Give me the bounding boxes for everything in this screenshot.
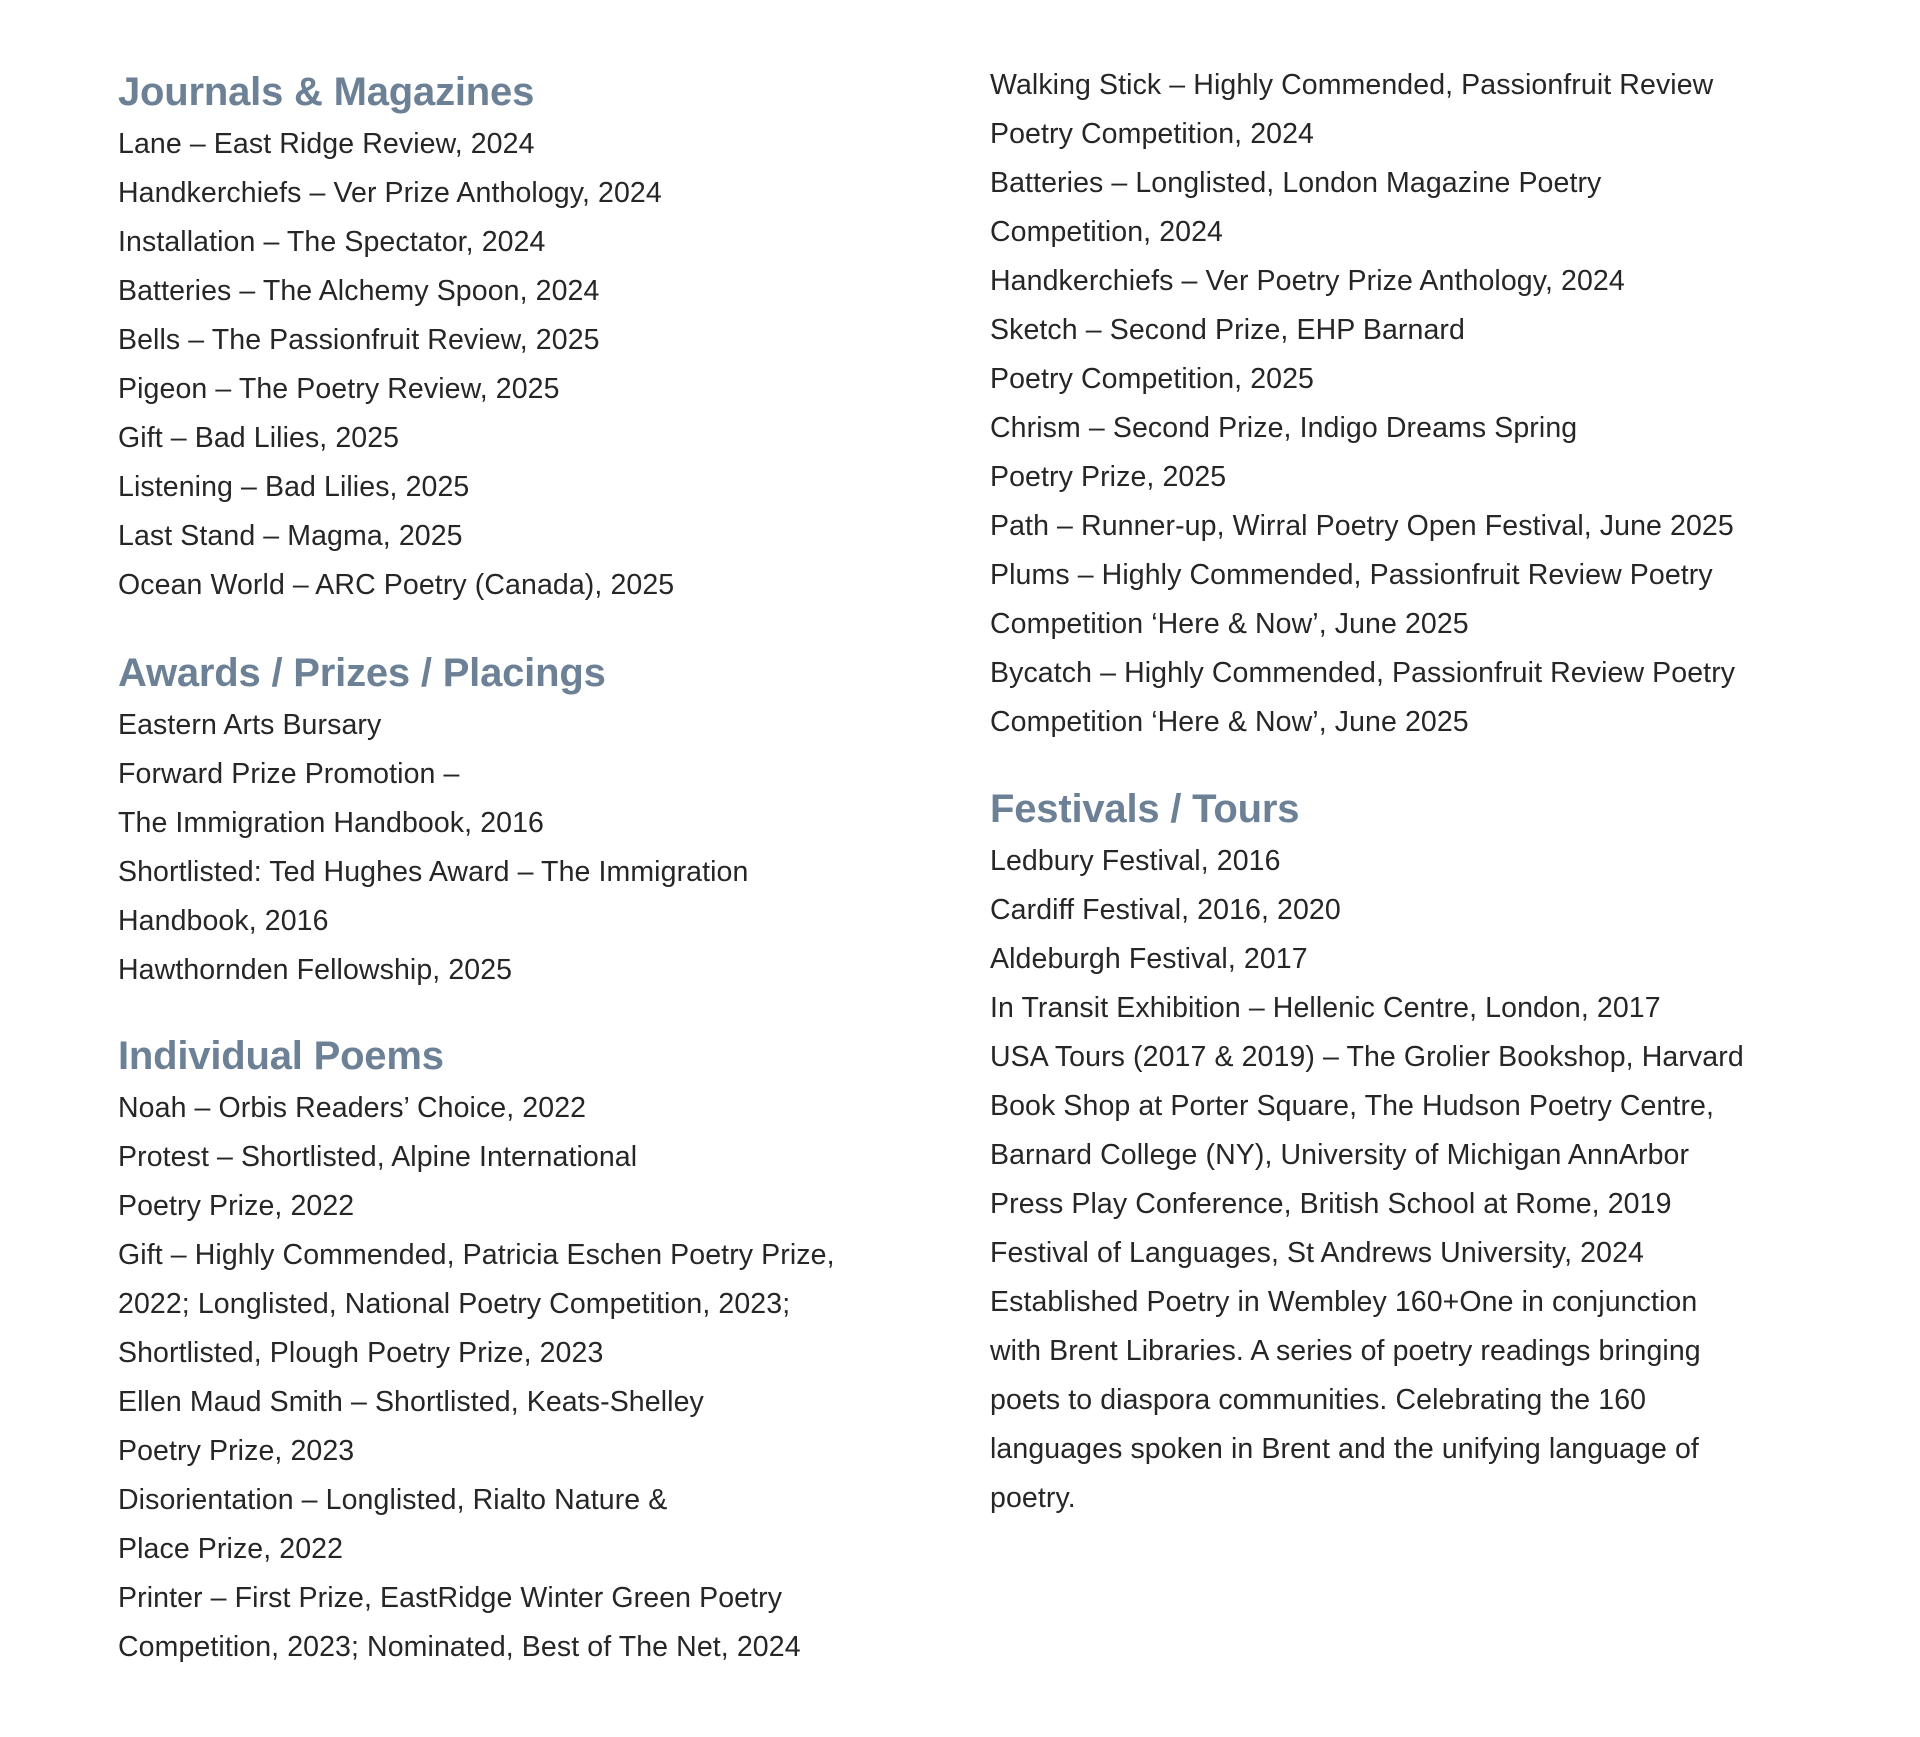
poem-item: Competition, 2024 [990,216,1224,248]
poem-item: Batteries – Longlisted, London Magazine Poetry [990,167,1602,199]
journals-heading: Journals & Magazines [118,70,535,114]
awards-list [118,701,918,995]
poem-item: Sketch – Second Prize, EHP Barnard [990,314,1465,346]
right-column [990,0,1870,1523]
festivals-item: Festival of Languages, St Andrews University, 2024 [990,1237,1644,1269]
festivals-list [990,837,1870,1523]
festivals-item: In Transit Exhibition – Hellenic Centre, London, 2017 [990,992,1661,1024]
journals-item: Listening – Bad Lilies, 2025 [118,471,470,503]
poem-item: Handkerchiefs – Ver Poetry Prize Anthology, 2024 [990,265,1625,297]
awards-item: Shortlisted: Ted Hughes Award – The Immigration [118,856,749,888]
individual-poems-section [118,1028,918,1672]
poem-item: Chrism – Second Prize, Indigo Dreams Spring [990,412,1578,444]
awards-item: The Immigration Handbook, 2016 [118,807,544,839]
awards-item: Handbook, 2016 [118,905,329,937]
poem-item: Poetry Competition, 2025 [990,363,1314,395]
festivals-item: poets to diaspora communities. Celebrating the 160 [990,1384,1647,1416]
festivals-item: poetry. [990,1482,1076,1514]
journals-item: Gift – Bad Lilies, 2025 [118,422,400,454]
festivals-item: Book Shop at Porter Square, The Hudson Poetry Centre, [990,1090,1715,1122]
festivals-item: Established Poetry in Wembley 160+One in conjunction [990,1286,1698,1318]
poem-item: Disorientation – Longlisted, Rialto Nature & [118,1484,668,1516]
individual-poems-list [118,1084,918,1672]
left-column [118,0,918,1672]
poem-item: Place Prize, 2022 [118,1533,344,1565]
festivals-item: with Brent Libraries. A series of poetry readings bringing [990,1335,1701,1367]
journals-item: Lane – East Ridge Review, 2024 [118,128,535,160]
poem-item: Competition, 2023; Nominated, Best of The Net, 2024 [118,1631,801,1663]
poem-item: Protest – Shortlisted, Alpine International [118,1141,638,1173]
poem-item: Ellen Maud Smith – Shortlisted, Keats-Shelley [118,1386,704,1418]
poem-item: Poetry Prize, 2025 [990,461,1227,493]
individual-poems-heading: Individual Poems [118,1034,444,1078]
awards-section [118,645,918,995]
festivals-item: Ledbury Festival, 2016 [990,845,1281,877]
awards-heading: Awards / Prizes / Placings [118,651,606,695]
poem-item: Printer – First Prize, EastRidge Winter Green Poetry [118,1582,783,1614]
individual-poems-continued-list [990,61,1870,747]
journals-item: Ocean World – ARC Poetry (Canada), 2025 [118,569,675,601]
journals-section [118,64,918,610]
journals-item: Bells – The Passionfruit Review, 2025 [118,324,600,356]
festivals-item: languages spoken in Brent and the unifying language of [990,1433,1699,1465]
poem-item: Path – Runner-up, Wirral Poetry Open Festival, June 2025 [990,510,1734,542]
poem-item: Walking Stick – Highly Commended, Passionfruit Review [990,69,1714,101]
poem-item: Poetry Competition, 2024 [990,118,1314,150]
festivals-heading: Festivals / Tours [990,787,1300,831]
festivals-item: Aldeburgh Festival, 2017 [990,943,1308,975]
festivals-section [990,781,1870,1523]
awards-item: Forward Prize Promotion – [118,758,460,790]
awards-item: Hawthornden Fellowship, 2025 [118,954,513,986]
journals-list [118,120,918,610]
festivals-item: Barnard College (NY), University of Michigan AnnArbor [990,1139,1690,1171]
festivals-item: Press Play Conference, British School at Rome, 2019 [990,1188,1672,1220]
poem-item: Shortlisted, Plough Poetry Prize, 2023 [118,1337,604,1369]
poem-item: Competition ‘Here & Now’, June 2025 [990,608,1469,640]
awards-item: Eastern Arts Bursary [118,709,382,741]
poem-item: Competition ‘Here & Now’, June 2025 [990,706,1469,738]
poem-item: 2022; Longlisted, National Poetry Competition, 2023; [118,1288,791,1320]
journals-item: Handkerchiefs – Ver Prize Anthology, 2024 [118,177,662,209]
poem-item: Poetry Prize, 2023 [118,1435,355,1467]
festivals-item: USA Tours (2017 & 2019) – The Grolier Bookshop, Harvard [990,1041,1744,1073]
festivals-item: Cardiff Festival, 2016, 2020 [990,894,1341,926]
poem-item: Poetry Prize, 2022 [118,1190,355,1222]
poem-item: Bycatch – Highly Commended, Passionfruit Review Poetry [990,657,1736,689]
individual-poems-continued-section [990,61,1870,747]
poem-item: Plums – Highly Commended, Passionfruit Review Poetry [990,559,1713,591]
journals-item: Batteries – The Alchemy Spoon, 2024 [118,275,600,307]
journals-item: Installation – The Spectator, 2024 [118,226,546,258]
journals-item: Last Stand – Magma, 2025 [118,520,463,552]
poem-item: Gift – Highly Commended, Patricia Eschen Poetry Prize, [118,1239,835,1271]
poem-item: Noah – Orbis Readers’ Choice, 2022 [118,1092,587,1124]
journals-item: Pigeon – The Poetry Review, 2025 [118,373,560,405]
